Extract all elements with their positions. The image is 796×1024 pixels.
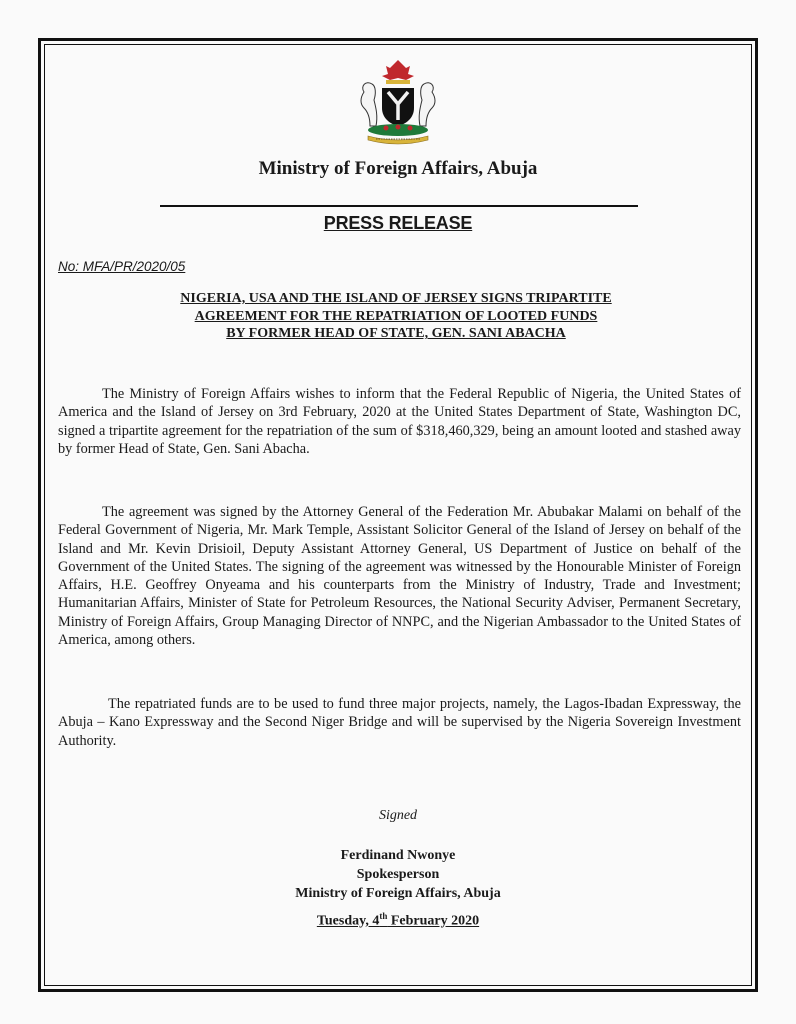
reference-number: No: MFA/PR/2020/05 (58, 259, 186, 274)
body-paragraph: The Ministry of Foreign Affairs wishes to inform that the Federal Republic of Nigeria, the United States of America and the Island of Jersey on 3rd February, 2020 at the United States Department of State, Washington DC, signed a tripartite agreement for the repatriation of the sum of $318,460,329, being an amount looted and stashed away by former Head of State, Gen. Sani Abacha. (58, 386, 741, 457)
release-date (100, 911, 696, 930)
date-rest: February 2020 (387, 913, 480, 929)
date-prefix: Tuesday, 4 (316, 913, 380, 929)
headline-line: AGREEMENT FOR THE REPATRIATION OF LOOTED FUNDS (194, 308, 598, 324)
press-release-heading: PRESS RELEASE (323, 213, 473, 233)
headline-line: NIGERIA, USA AND THE ISLAND OF JERSEY SIGNS TRIPARTITE (180, 291, 612, 306)
headline (96, 290, 696, 343)
signatory-name: Ferdinand Nwonye (340, 848, 456, 863)
signatory-title: Spokesperson (356, 867, 440, 882)
ministry-title: Ministry of Foreign Affairs, Abuja (258, 158, 538, 179)
header-divider (160, 205, 638, 207)
coat-of-arms-icon (346, 56, 450, 146)
signature-block (100, 846, 696, 903)
headline-line: BY FORMER HEAD OF STATE, GEN. SANI ABACHA (226, 326, 566, 341)
signatory-organization: Ministry of Foreign Affairs, Abuja (295, 886, 501, 901)
signed-label: Signed (378, 808, 418, 823)
date-ordinal: th (379, 911, 388, 921)
body-paragraph: The repatriated funds are to be used to fund three major projects, namely, the Lagos-Ibadan Expressway, the Abuja – Kano Expressway and the Second Niger Bridge and will be supervised by the Nigeria Sovereign Investment Authority. (58, 696, 741, 749)
body-paragraph: The agreement was signed by the Attorney General of the Federation Mr. Abubakar Malami on behalf of the Federal Government of Nigeria, Mr. Mark Temple, Assistant Solicitor General of the Island of Jersey on behalf of the Island and Mr. Kevin Drisioil, Deputy Assistant Attorney General, US Department of Justice on behalf of the Government of the United States. The signing of the agreement was witnessed by the Honourable Minister of Foreign Affairs, H.E. Geoffrey Onyeama and his counterparts from the Ministry of Industry, Trade and Investment; Humanitarian Affairs, Minister of State for Petroleum Resources, the National Security Adviser, Permanent Secretary, Ministry of Foreign Affairs, Group Managing Director of NNPC, and the Nigerian Ambassador to the United States of America, among others. (58, 504, 741, 649)
